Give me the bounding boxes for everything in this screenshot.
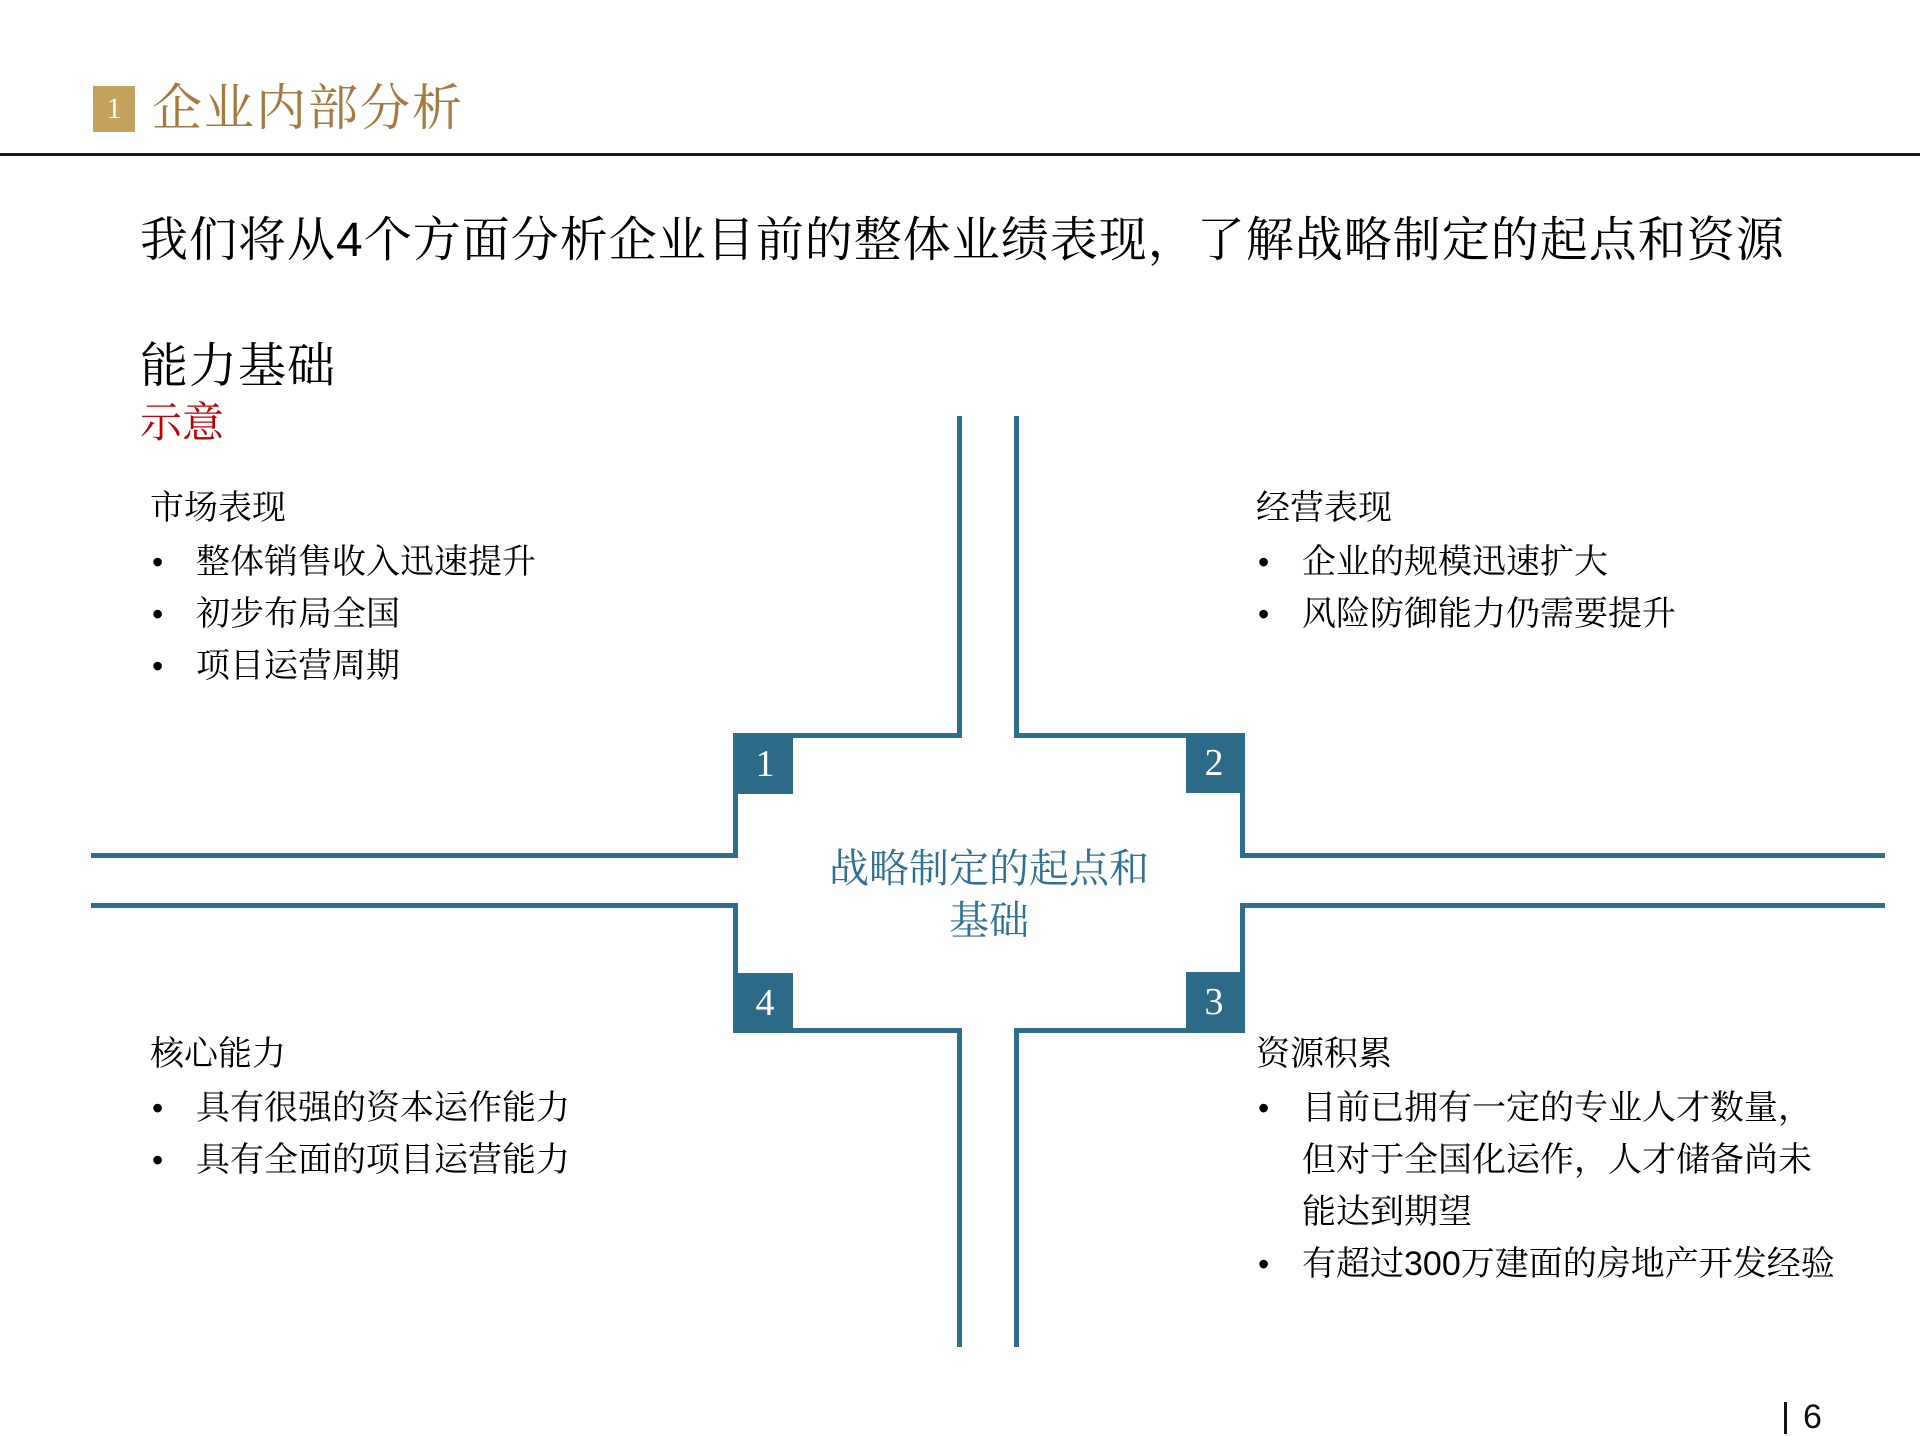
- intro-line-2: 能力基础: [140, 340, 337, 393]
- bullet-item: • 初步布局全国: [150, 588, 710, 640]
- road-line-horizontal-right-top: [1240, 853, 1885, 858]
- road-line-vertical-top-right: [1014, 416, 1019, 738]
- quadrant-operating-performance: [1256, 488, 1856, 640]
- page-number: [1784, 1398, 1822, 1436]
- center-label-line-1: 战略制定的起点和: [829, 847, 1149, 891]
- bullet-list: [1256, 536, 1856, 640]
- road-line-horizontal-left-top: [91, 853, 738, 858]
- intro-statement: [140, 178, 1860, 430]
- diagram-center-label: [738, 843, 1240, 947]
- page-title: 企业内部分析: [152, 80, 464, 136]
- bullet-list: [1256, 1082, 1836, 1290]
- diagram-node-4: 4: [737, 973, 793, 1033]
- bullet-item: • 具有很强的资本运作能力: [150, 1082, 730, 1134]
- section-number-badge: 1: [93, 86, 135, 132]
- bullet-item: • 项目运营周期: [150, 640, 710, 692]
- road-line-horizontal-right-bottom: [1240, 903, 1885, 908]
- bullet-item: • 企业的规模迅速扩大: [1256, 536, 1856, 588]
- schematic-tag: 示意: [140, 399, 225, 446]
- bullet-item: • 有超过300万建面的房地产开发经验: [1256, 1238, 1836, 1290]
- road-line-vertical-top-left: [957, 416, 962, 738]
- quadrant-title: 资源积累: [1256, 1035, 1392, 1073]
- page-number-divider: [1784, 1402, 1787, 1434]
- bullet-item: • 具有全面的项目运营能力: [150, 1134, 730, 1186]
- quadrant-resource-accumulation: [1256, 1034, 1836, 1290]
- bullet-item: • 目前已拥有一定的专业人才数量，但对于全国化运作，人才储备尚未能达到期望: [1256, 1082, 1836, 1238]
- diagram-node-3: 3: [1186, 972, 1242, 1032]
- quadrant-title: 核心能力: [150, 1035, 286, 1073]
- bullet-list: [150, 536, 710, 692]
- bullet-item: • 风险防御能力仍需要提升: [1256, 588, 1856, 640]
- header-divider: [0, 153, 1920, 156]
- diagram-node-1: 1: [737, 734, 793, 794]
- center-label-line-2: 基础: [949, 899, 1029, 943]
- page-number-value: 6: [1803, 1398, 1822, 1436]
- road-line-horizontal-left-bottom: [91, 903, 738, 908]
- bullet-item: • 整体销售收入迅速提升: [150, 536, 710, 588]
- quadrant-core-capabilities: [150, 1034, 730, 1186]
- road-line-vertical-bottom-left: [957, 1028, 962, 1347]
- road-line-vertical-bottom-right: [1014, 1028, 1019, 1347]
- bullet-list: [150, 1082, 730, 1186]
- quadrant-title: 经营表现: [1256, 489, 1392, 527]
- intro-line-1: 我们将从4个方面分析企业目前的整体业绩表现，了解战略制定的起点和资源: [140, 214, 1785, 267]
- quadrant-title: 市场表现: [150, 489, 286, 527]
- diagram-node-2: 2: [1186, 733, 1242, 793]
- quadrant-market-performance: [150, 488, 710, 692]
